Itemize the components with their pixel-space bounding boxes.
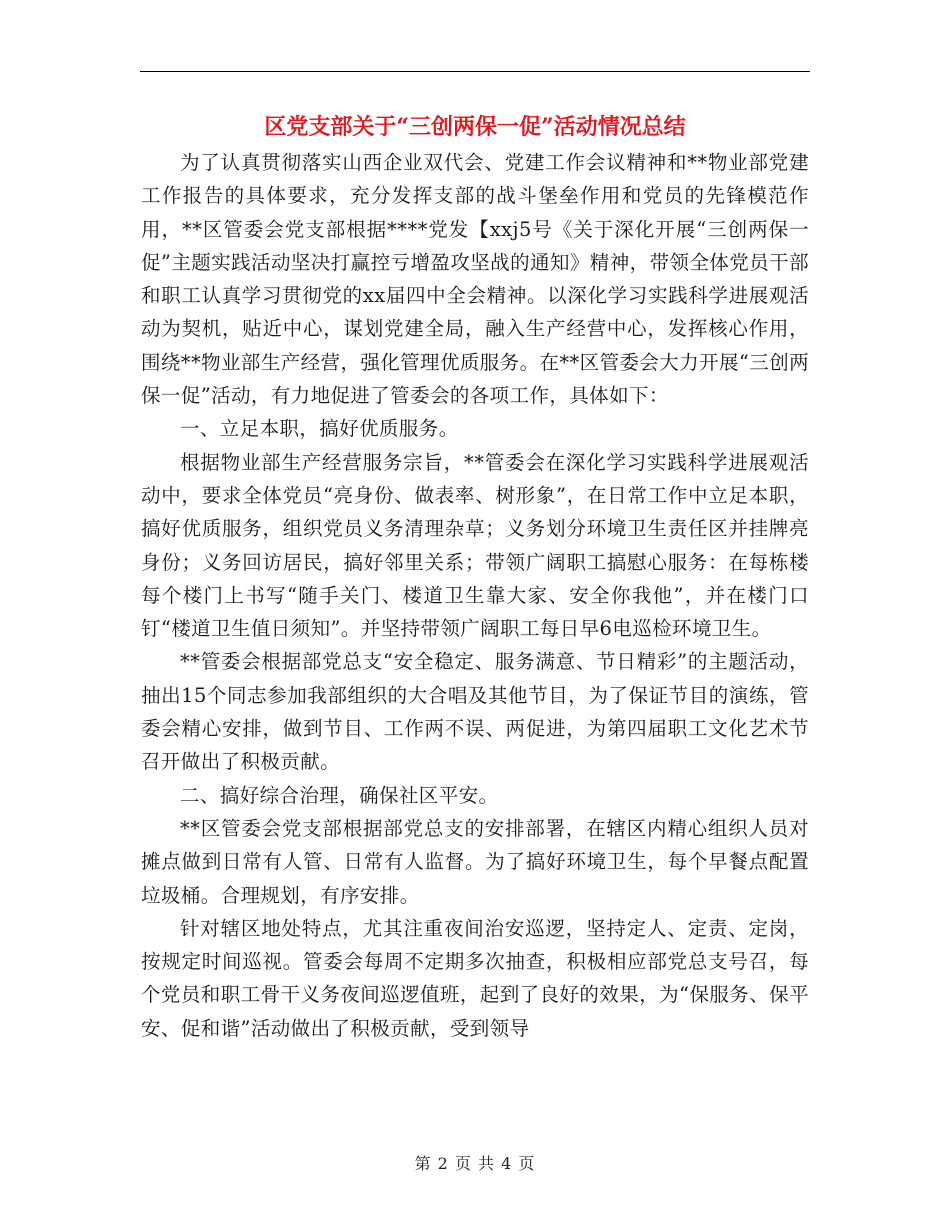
- paragraph-service: 根据物业部生产经营服务宗旨，**管委会在深化学习实践科学进展观活动中，要求全体党员“亮身份、做表率、树形象”，在日常工作中立足本职，搞好优质服务，组织党员义务清理杂草；义务划分环境卫生责任区并挂牌亮身份；义务回访居民，搞好邻里关系；带领广阔职工搞慰心服务：在每栋楼每个楼门上书写“随手关门、楼道卫生靠大家、安全你我他”，并在楼门口钉“楼道卫生值日须知”。并坚持带领广阔职工每日早6电巡检环境卫生。: [141, 450, 809, 641]
- paragraph-patrol: 针对辖区地处特点，尤其注重夜间治安巡逻，坚持定人、定责、定岗，按规定时间巡视。管委会每周不定期多次抽查，积极相应部党总支号召，每个党员和职工骨干义务夜间巡逻值班，起到了良好的效果，为“保服务、保平安、促和谐”活动做出了积极贡献，受到领导: [141, 916, 809, 1040]
- page-footer: 第 2 页 共 4 页: [414, 1154, 536, 1173]
- header-rule: [140, 71, 810, 72]
- paragraph-intro: 为了认真贯彻落实山西企业双代会、党建工作会议精神和**物业部党建工作报告的具体要求，充分发挥支部的战斗堡垒作用和党员的先锋模范作用，**区管委会党支部根据****党发【xxj5号《关于深化开展“三创两保一促”主题实践活动坚决打赢控亏增盈攻坚战的通知》精神，带领全体党员干部和职工认真学习贯彻党的xx届四中全会精神。以深化学习实践科学进展观活动为契机，贴近中心，谋划党建全局，融入生产经营中心，发挥核心作用，围绕**物业部生产经营，强化管理优质服务。在**区管委会大力开展“三创两保一促”活动，有力地促进了管委会的各项工作，具体如下：: [141, 151, 809, 408]
- paragraph-governance: **区管委会党支部根据部党总支的安排部署，在辖区内精心组织人员对摊点做到日常有人管、日常有人监督。为了搞好环境卫生，每个早餐点配置垃圾桶。合理规划，有序安排。: [141, 816, 809, 907]
- document-title: 区党支部关于“三创两保一促”活动情况总结: [264, 114, 686, 140]
- document-body: [141, 146, 809, 1045]
- section-heading-2: 二、搞好综合治理，确保社区平安。: [180, 783, 499, 807]
- section-heading-1: 一、立足本职，搞好优质服务。: [180, 417, 459, 441]
- paragraph-festival: **管委会根据部党总支“安全稳定、服务满意、节日精彩”的主题活动，抽出15个同志参加我部组织的大合唱及其他节目，为了保证节目的演练，管委会精心安排，做到节目、工作两不误、两促进，为第四届职工文化艺术节召开做出了积极贡献。: [141, 650, 809, 774]
